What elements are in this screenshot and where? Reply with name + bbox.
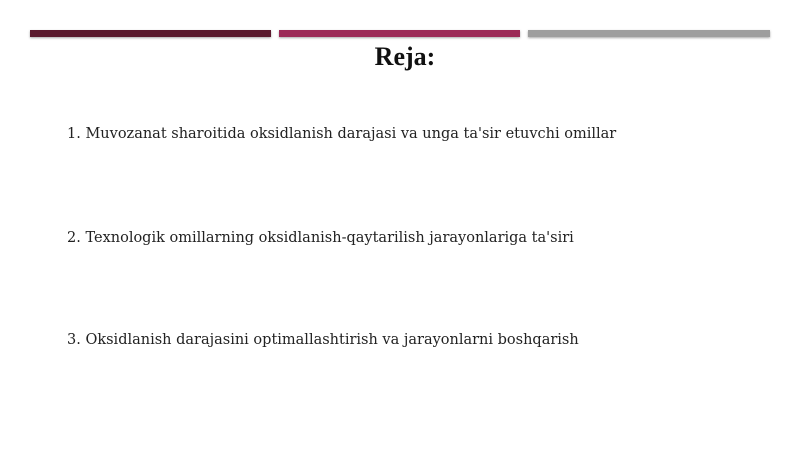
plan-item-3: 3. Oksidlanish darajasini optimallashtirish va jarayonlarni boshqarish <box>67 332 579 348</box>
header-accent-bar-right <box>528 30 770 37</box>
header-accent-bar-middle <box>279 30 520 37</box>
plan-item-1: 1. Muvozanat sharoitida oksidlanish darajasi va unga ta'sir etuvchi omillar <box>67 126 617 142</box>
slide-title: Reja: <box>374 42 436 71</box>
header-accent-bar-left <box>30 30 271 37</box>
plan-item-2: 2. Texnologik omillarning oksidlanish-qaytarilish jarayonlariga ta'siri <box>67 230 574 246</box>
